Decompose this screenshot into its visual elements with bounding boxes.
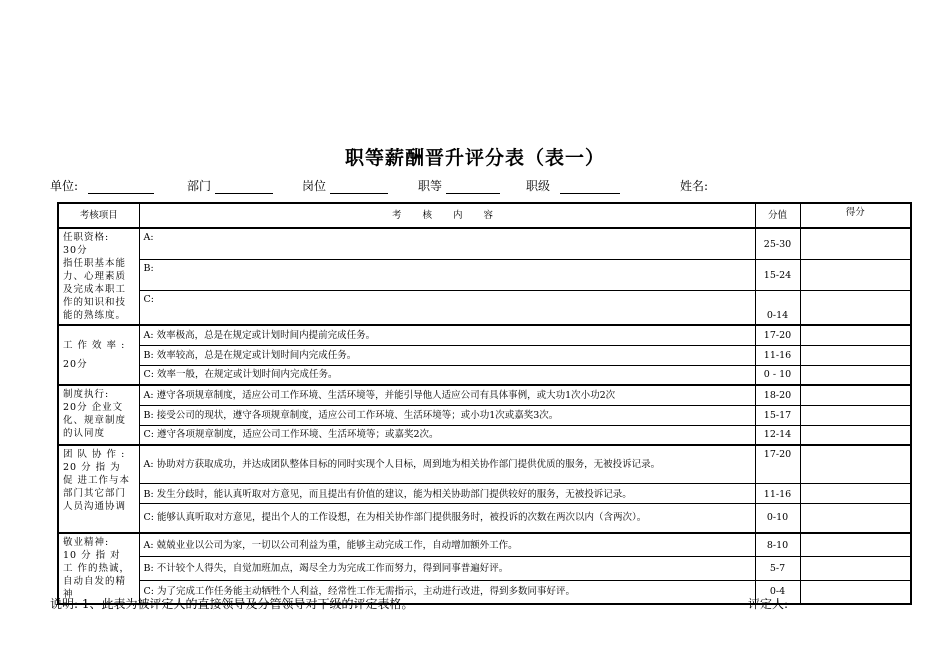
table-row [58,425,911,445]
score-cell: 0 - 10 [755,365,800,385]
content-cell: C: 遵守各项规章制度，适应公司工作环境、生活环境等；或嘉奖2次。 [139,425,755,445]
header-content: 考 核 内 容 [139,203,755,228]
score-cell: 17-20 [755,325,800,345]
score-cell: 15-24 [755,260,800,291]
table-row [58,365,911,385]
content-cell: B: 不计较个人得失，自觉加班加点，竭尽全力为完成工作而努力，得到同事普遍好评。 [139,557,755,581]
header-score: 分值 [755,203,800,228]
score-cell: 15-17 [755,405,800,425]
item-line: 20 分 指 为 促 进工作与本部门其它部门人员沟通协调 [63,462,131,512]
table-row [58,260,911,291]
item-line: 20分 [63,359,88,370]
result-cell[interactable] [800,405,911,425]
result-cell[interactable] [800,483,911,503]
score-cell: 8-10 [755,533,800,557]
content-cell: C: 能够认真听取对方意见，提出个人的工作设想，在为相关协作部门提供服务时，被投诉的次数在两次以内（含两次）。 [139,503,755,533]
position-field[interactable] [302,177,388,194]
result-cell[interactable] [800,503,911,533]
content-cell: B: 效率较高，总是在规定或计划时间内完成任务。 [139,345,755,365]
footer-note: 说明: 1、此表为被评定人的直接领导及分管领导对下级的评定表格。 [50,597,414,611]
item-line: 20分 企业文化、规章制度的认同度 [63,402,127,439]
result-cell[interactable] [800,260,911,291]
level-line[interactable] [560,181,620,194]
form-title: 职等薪酬晋升评分表（表一） [344,147,605,169]
result-cell[interactable] [800,365,911,385]
content-cell: B: 发生分歧时，能认真听取对方意见，而且提出有价值的建议，能为相关协助部门提供较好的服务，无被投诉记录。 [139,483,755,503]
item-line: 30分 [63,245,88,256]
score-cell: 12-14 [755,425,800,445]
content-cell: A: 效率极高，总是在规定或计划时间内提前完成任务。 [139,325,755,345]
content-cell: B: [139,260,755,291]
score-cell: 0-4 [755,580,800,604]
header-item: 考核项目 [58,203,139,228]
score-cell: 17-20 [755,445,800,483]
result-cell[interactable] [800,385,911,405]
result-cell[interactable] [800,580,911,604]
result-cell[interactable] [800,291,911,325]
content-cell: A: 协助对方获取成功，并达成团队整体目标的同时实现个人目标，周到地为相关协作部门提供优质的服务，无被投诉记录。 [139,445,755,483]
item-cell-qualification [58,228,139,325]
content-cell: A: 遵守各项规章制度，适应公司工作环境、生活环境等，并能引导他人适应公司有具体事例，或大功1次小功2次 [139,385,755,405]
grade-label: 职等 [418,179,443,193]
content-cell: B: 接受公司的现状，遵守各项规章制度，适应公司工作环境、生活环境等；或小功1次或嘉奖3次。 [139,405,755,425]
table-row [58,503,911,533]
score-cell: 25-30 [755,228,800,260]
result-cell[interactable] [800,345,911,365]
department-field[interactable] [187,177,273,194]
content-cell: C: 效率一般，在规定或计划时间内完成任务。 [139,365,755,385]
result-cell[interactable] [800,228,911,260]
header-result: 得分 [800,203,911,228]
item-cell-teamwork [58,445,139,533]
table-row [58,325,911,345]
result-cell[interactable] [800,325,911,345]
item-cell-compliance [58,385,139,445]
position-label: 岗位 [302,179,327,193]
table-row [58,228,911,260]
name-field[interactable] [680,177,708,194]
name-label: 姓名: [680,179,709,193]
table-row [58,557,911,581]
table-row [58,291,911,325]
table-row [58,445,911,483]
result-cell[interactable] [800,557,911,581]
item-line: 10 分 指 对 工 作的热诚，自动自发的精神 [63,550,131,600]
result-cell[interactable] [800,425,911,445]
item-cell-efficiency [58,325,139,385]
item-cell-dedication [58,533,139,604]
table-row [58,533,911,557]
level-field[interactable] [526,177,620,194]
table-row [58,405,911,425]
item-line: 工 作 效 率 : [63,340,126,351]
department-label: 部门 [187,179,212,193]
score-cell: 11-16 [755,345,800,365]
item-line: 制度执行: [63,389,110,400]
score-cell: 0-10 [755,503,800,533]
result-cell[interactable] [800,445,911,483]
unit-field[interactable] [50,177,154,194]
grade-line[interactable] [446,181,500,194]
table-row [58,483,911,503]
table-row [58,385,911,405]
unit-label: 单位: [50,179,79,193]
content-cell: A: [139,228,755,260]
item-line: 指任职基本能力、心理素质及完成本职工作的知识和技能的熟练度。 [63,258,127,321]
position-line[interactable] [330,181,388,194]
content-cell: C: [139,291,755,325]
unit-line[interactable] [88,181,154,194]
score-cell: 0-14 [755,291,800,325]
table-header-row [58,203,911,228]
content-cell: C: 为了完成工作任务能主动牺牲个人利益，经常性工作无需指示，主动进行改进，得到多数同事好评。 [139,580,755,604]
item-line: 任职资格: [63,232,110,243]
grade-field[interactable] [418,177,500,194]
table-row [58,345,911,365]
score-cell: 11-16 [755,483,800,503]
item-line: 团 队 协 作 : [63,449,126,460]
score-cell: 18-20 [755,385,800,405]
evaluator-field[interactable]: 评定人: [748,597,789,611]
level-label: 职级 [526,179,551,193]
content-cell: A: 兢兢业业以公司为家，一切以公司利益为重，能够主动完成工作，自动增加额外工作。 [139,533,755,557]
score-cell: 5-7 [755,557,800,581]
item-line: 敬业精神: [63,537,110,548]
result-cell[interactable] [800,533,911,557]
evaluation-table [57,202,912,605]
department-line[interactable] [215,181,273,194]
